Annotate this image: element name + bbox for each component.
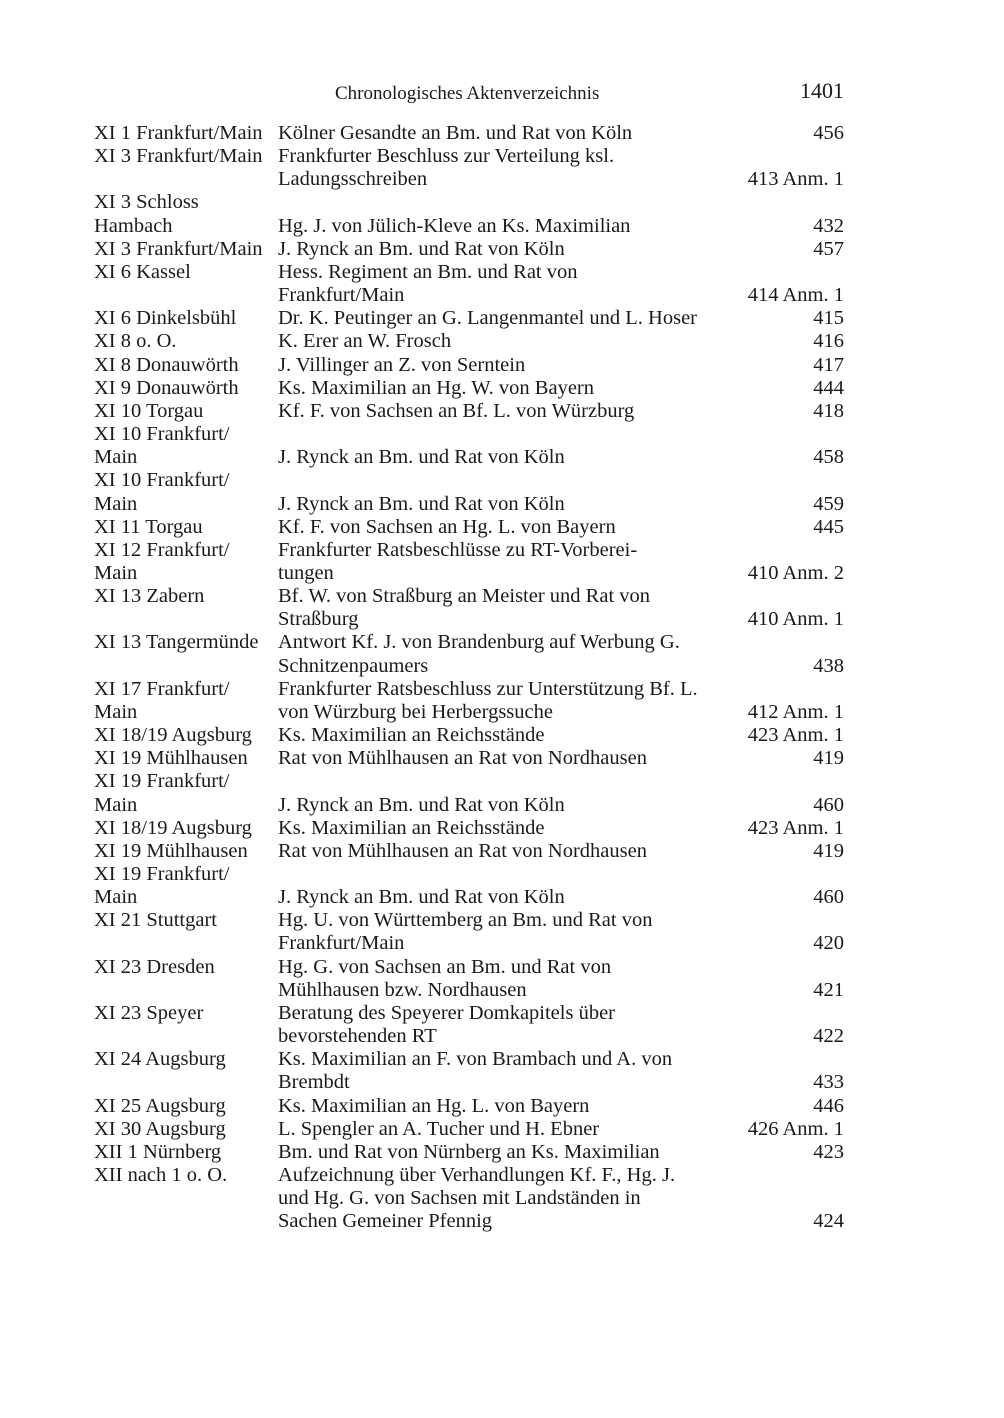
- index-entry: [94, 909, 844, 955]
- entry-description: Frankfurter Ratsbeschluss zur Unterstützung Bf. L. von Würzburg bei Herbergssuche: [278, 677, 698, 723]
- entry-reference: 410 Anm. 1: [747, 608, 844, 631]
- index-entry: [94, 1118, 844, 1141]
- entry-reference: 446: [813, 1094, 844, 1117]
- entry-date-place: XI 10 Frankfurt/ Main: [94, 469, 230, 515]
- entry-description: J. Rynck an Bm. und Rat von Köln: [278, 237, 565, 260]
- index-entry: [94, 631, 844, 677]
- index-entry: [94, 145, 844, 191]
- entry-description: K. Erer an W. Frosch: [278, 330, 452, 353]
- index-entry: [94, 516, 844, 539]
- entry-description: Kölner Gesandte an Bm. und Rat von Köln: [278, 122, 633, 144]
- entry-description: Bm. und Rat von Nürnberg an Ks. Maximilian: [278, 1140, 660, 1163]
- entry-description: Aufzeichnung über Verhandlungen Kf. F., Hg. J. und Hg. G. von Sachsen mit Landständen in Sachen Gemeiner Pfennig: [278, 1164, 676, 1233]
- entry-date-place: XI 18/19 Augsburg: [94, 816, 252, 839]
- index-entry: [94, 840, 844, 863]
- entry-date-place: XI 21 Stuttgart: [94, 909, 217, 932]
- index-entry: [94, 423, 844, 469]
- index-entry: [94, 377, 844, 400]
- index-entry: [94, 191, 844, 237]
- entry-description: Hg. J. von Jülich-Kleve an Ks. Maximilian: [278, 214, 631, 237]
- index-entry: [94, 724, 844, 747]
- index-entry: [94, 1048, 844, 1094]
- index-entry: [94, 238, 844, 261]
- entry-reference: 423 Anm. 1: [747, 816, 844, 839]
- index-entry: [94, 261, 844, 307]
- entry-description: Kf. F. von Sachsen an Hg. L. von Bayern: [278, 515, 616, 538]
- entry-reference: 414 Anm. 1: [747, 284, 844, 307]
- index-entry: [94, 469, 844, 515]
- entry-date-place: XI 13 Zabern: [94, 585, 205, 608]
- entry-description: Beratung des Speyerer Domkapitels über bevorstehenden RT: [278, 1001, 616, 1048]
- entry-date-place: XI 6 Dinkelsbühl: [94, 307, 237, 330]
- entry-date-place: XI 19 Frankfurt/ Main: [94, 770, 230, 816]
- entry-reference: 423: [813, 1140, 844, 1163]
- entry-date-place: XII 1 Nürnberg: [94, 1140, 222, 1163]
- entry-date-place: XI 17 Frankfurt/ Main: [94, 677, 230, 723]
- entry-reference: 418: [813, 399, 844, 422]
- entry-reference: 413 Anm. 1: [747, 168, 844, 191]
- entry-description: L. Spengler an A. Tucher und H. Ebner: [278, 1117, 600, 1140]
- entry-description: J. Villinger an Z. von Serntein: [278, 353, 526, 376]
- running-head: [0, 78, 1004, 108]
- entry-reference: 460: [813, 886, 844, 909]
- entry-reference: 460: [813, 793, 844, 816]
- index-entry: [94, 863, 844, 909]
- page-number: 1401: [800, 78, 844, 103]
- index-entry: [94, 1164, 844, 1233]
- entry-description: J. Rynck an Bm. und Rat von Köln: [278, 492, 565, 515]
- entry-date-place: XI 13 Tangermünde: [94, 631, 259, 654]
- index-entry: [94, 539, 844, 585]
- entry-description: Bf. W. von Straßburg an Meister und Rat von Straßburg: [278, 585, 651, 631]
- entry-reference: 459: [813, 492, 844, 515]
- entry-description: J. Rynck an Bm. und Rat von Köln: [278, 446, 565, 469]
- entry-description: Dr. K. Peutinger an G. Langenmantel und L. Hoser: [278, 307, 698, 330]
- entry-description: Ks. Maximilian an F. von Brambach und A. von Brembdt: [278, 1048, 673, 1094]
- entry-date-place: XI 8 Donauwörth: [94, 353, 239, 376]
- entry-description: Rat von Mühlhausen an Rat von Nordhausen: [278, 747, 647, 770]
- entry-reference: 433: [813, 1071, 844, 1094]
- entry-reference: 445: [813, 515, 844, 538]
- entry-date-place: XI 3 Schloss Hambach: [94, 191, 199, 237]
- entry-description: Ks. Maximilian an Hg. L. von Bayern: [278, 1094, 590, 1117]
- entry-description: Ks. Maximilian an Reichsstände: [278, 724, 545, 747]
- index-entry: [94, 400, 844, 423]
- entry-date-place: XI 19 Mühlhausen: [94, 839, 248, 862]
- entry-reference: 419: [813, 747, 844, 770]
- entry-date-place: XI 6 Kassel: [94, 260, 191, 283]
- entry-reference: 432: [813, 214, 844, 237]
- index-entry: [94, 1141, 844, 1164]
- entry-date-place: XI 3 Frankfurt/Main: [94, 145, 263, 168]
- entry-date-place: XI 30 Augsburg: [94, 1117, 226, 1140]
- index-entry: [94, 678, 844, 724]
- entry-reference: 410 Anm. 2: [747, 561, 844, 584]
- entry-reference: 421: [813, 978, 844, 1001]
- entry-date-place: XI 9 Donauwörth: [94, 376, 239, 399]
- entry-description: Frankfurter Ratsbeschlüsse zu RT-Vorberei- tungen: [278, 538, 638, 584]
- entry-date-place: XI 23 Dresden: [94, 955, 215, 978]
- entry-date-place: XI 23 Speyer: [94, 1001, 204, 1024]
- running-title: Chronologisches Aktenverzeichnis: [335, 83, 600, 104]
- entry-date-place: XI 19 Frankfurt/ Main: [94, 863, 230, 909]
- entry-reference: 424: [813, 1210, 844, 1233]
- entry-reference: 412 Anm. 1: [747, 700, 844, 723]
- index-entry: [94, 122, 844, 145]
- entry-description: Hg. G. von Sachsen an Bm. und Rat von Mühlhausen bzw. Nordhausen: [278, 955, 612, 1001]
- entry-reference: 456: [813, 122, 844, 144]
- index-entry: [94, 747, 844, 770]
- entry-description: J. Rynck an Bm. und Rat von Köln: [278, 886, 565, 909]
- index-entry: [94, 956, 844, 1002]
- entry-description: Kf. F. von Sachsen an Bf. L. von Würzburg: [278, 399, 635, 422]
- entry-description: Antwort Kf. J. von Brandenburg auf Werbung G. Schnitzenpaumers: [278, 631, 680, 677]
- index-entry: [94, 307, 844, 330]
- entry-reference: 458: [813, 446, 844, 469]
- entry-date-place: XI 10 Torgau: [94, 399, 204, 422]
- entry-description: Hess. Regiment an Bm. und Rat von Frankfurt/Main: [278, 260, 578, 307]
- entry-date-place: XI 1 Frankfurt/Main: [94, 122, 263, 144]
- entry-description: Ks. Maximilian an Reichsstände: [278, 816, 545, 839]
- entry-description: J. Rynck an Bm. und Rat von Köln: [278, 793, 565, 816]
- entry-reference: 444: [813, 376, 844, 399]
- entry-date-place: XII nach 1 o. O.: [94, 1164, 228, 1187]
- entry-date-place: XI 18/19 Augsburg: [94, 724, 252, 747]
- entry-date-place: XI 24 Augsburg: [94, 1048, 226, 1071]
- entry-date-place: XI 10 Frankfurt/ Main: [94, 423, 230, 469]
- entry-description: Frankfurter Beschluss zur Verteilung ksl. Ladungsschreiben: [278, 145, 615, 191]
- entry-date-place: XI 8 o. O.: [94, 330, 177, 353]
- entry-description: Ks. Maximilian an Hg. W. von Bayern: [278, 376, 595, 399]
- entry-reference: 415: [813, 307, 844, 330]
- index-entry: [94, 1095, 844, 1118]
- entry-reference: 438: [813, 654, 844, 677]
- index-entry: [94, 1002, 844, 1048]
- document-index-list: [94, 122, 844, 1234]
- entry-date-place: XI 25 Augsburg: [94, 1094, 226, 1117]
- entry-date-place: XI 19 Mühlhausen: [94, 747, 248, 770]
- entry-reference: 417: [813, 353, 844, 376]
- entry-reference: 419: [813, 839, 844, 862]
- entry-description: Hg. U. von Württemberg an Bm. und Rat von Frankfurt/Main: [278, 909, 653, 955]
- index-entry: [94, 354, 844, 377]
- entry-reference: 426 Anm. 1: [747, 1117, 844, 1140]
- entry-reference: 422: [813, 1025, 844, 1048]
- entry-reference: 420: [813, 932, 844, 955]
- entry-reference: 416: [813, 330, 844, 353]
- entry-date-place: XI 3 Frankfurt/Main: [94, 237, 263, 260]
- index-entry: [94, 817, 844, 840]
- entry-reference: 457: [813, 237, 844, 260]
- entry-date-place: XI 11 Torgau: [94, 515, 203, 538]
- index-entry: [94, 585, 844, 631]
- entry-reference: 423 Anm. 1: [747, 724, 844, 747]
- index-entry: [94, 770, 844, 816]
- entry-date-place: XI 12 Frankfurt/ Main: [94, 538, 230, 584]
- entry-description: Rat von Mühlhausen an Rat von Nordhausen: [278, 839, 647, 862]
- index-entry: [94, 330, 844, 353]
